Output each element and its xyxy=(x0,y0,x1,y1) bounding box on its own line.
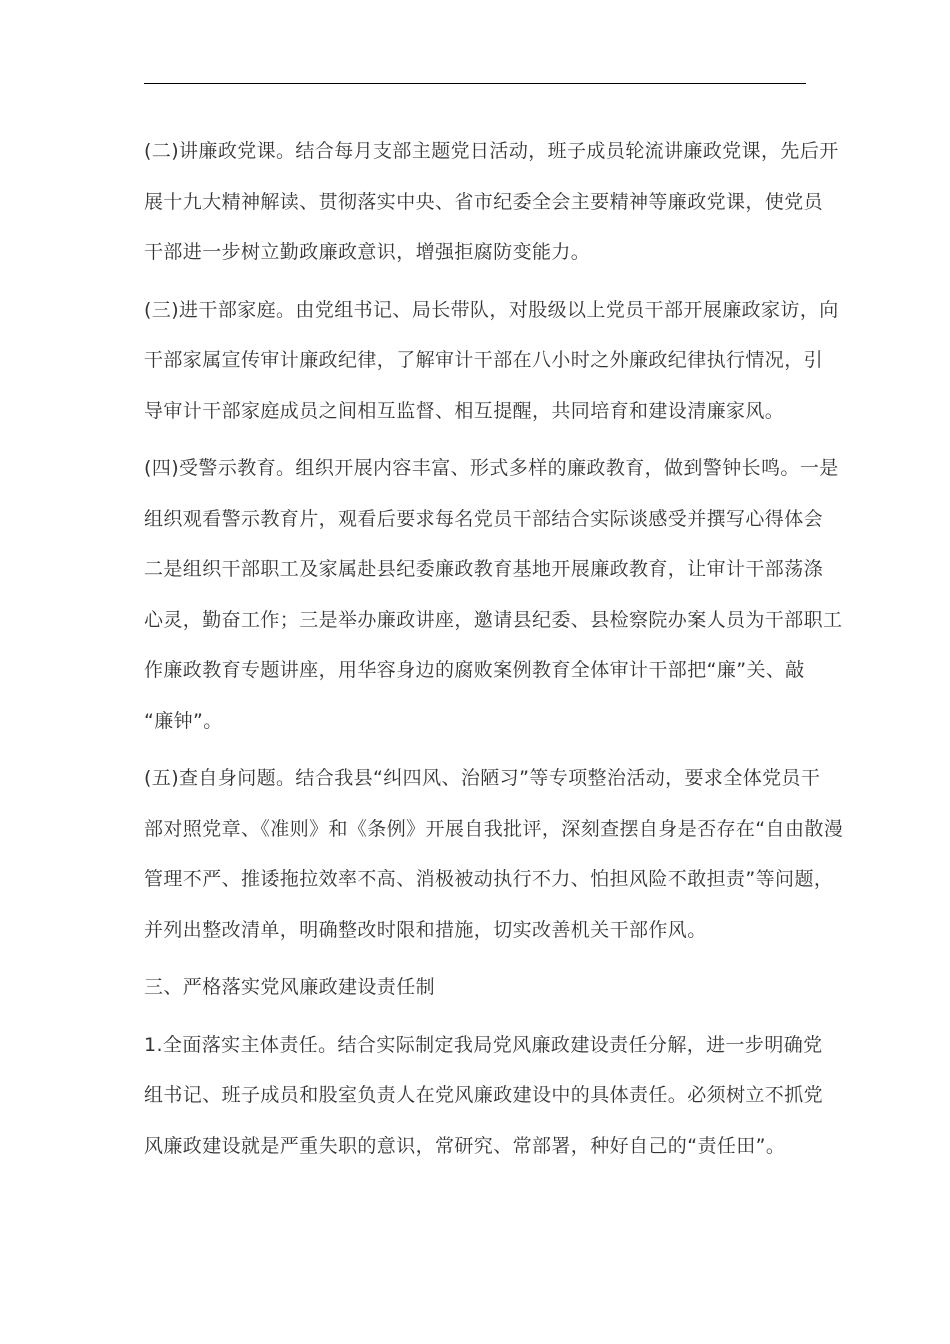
text-line: 并列出整改清单，明确整改时限和措施，切实改善机关干部作风。 xyxy=(144,918,707,941)
paragraph-section-3 xyxy=(144,285,839,437)
text-line: 干部家属宣传审计廉政纪律，了解审计干部在八小时之外廉政纪律执行情况，引 xyxy=(144,349,824,371)
document-body xyxy=(144,126,844,1178)
text-line: (三)进干部家庭。由党组书记、局长带队，对股级以上党员干部开展廉政家访，向 xyxy=(144,298,839,321)
text-line: 作廉政教育专题讲座，用华容身边的腐败案例教育全体审计干部把“廉”关、敲 xyxy=(144,659,805,681)
text-line: 组书记、班子成员和股室负责人在党风廉政建设中的具体责任。必须树立不抓党 xyxy=(144,1084,824,1106)
text-line: 管理不严、推诿拖拉效率不高、消极被动执行不力、怕担风险不敢担责”等问题， xyxy=(144,868,834,890)
text-line: 组织观看警示教育片，观看后要求每名党员干部结合实际谈感受并撰写心得体会 xyxy=(144,507,824,530)
paragraph-section-2 xyxy=(144,126,839,278)
text-line: 风廉政建设就是严重失职的意识，常研究、常部署，种好自己的“责任田”。 xyxy=(144,1134,786,1157)
text-line: 心灵，勤奋工作；三是举办廉政讲座，邀请县纪委、县检察院办案人员为干部职工 xyxy=(144,608,843,631)
paragraph-section-4 xyxy=(144,443,843,746)
paragraph-section-5 xyxy=(144,753,844,955)
text-line: 导审计干部家庭成员之间相互监督、相互提醒，共同培育和建设清廉家风。 xyxy=(144,399,785,422)
text-line: (五)查自身问题。结合我县“纠四风、治陋习”等专项整治活动，要求全体党员干 xyxy=(144,767,821,789)
paragraph-item-1 xyxy=(144,1020,824,1172)
text-line: 二是组织干部职工及家属赴县纪委廉政教育基地开展廉政教育，让审计干部荡涤 xyxy=(144,558,824,580)
text-line: (四)受警示教育。组织开展内容丰富、形式多样的廉政教育，做到警钟长鸣。一是 xyxy=(144,457,839,479)
text-line: (二)讲廉政党课。结合每月支部主题党日活动，班子成员轮流讲廉政党课，先后开 xyxy=(144,140,839,162)
header-rule xyxy=(144,83,806,84)
text-line: 1.全面落实主体责任。结合实际制定我局党风廉政建设责任分解，进一步明确党 xyxy=(144,1033,823,1056)
text-line: 展十九大精神解读、贯彻落实中央、省市纪委全会主要精神等廉政党课，使党员 xyxy=(144,190,824,213)
text-line: 干部进一步树立勤政廉政意识，增强拒腐防变能力。 xyxy=(144,241,591,263)
heading-text: 三、严格落实党风廉政建设责任制 xyxy=(144,976,436,998)
text-line: 部对照党章、《准则》和《条例》开展自我批评，深刻查摆自身是否存在“自由散漫 xyxy=(144,817,844,840)
section-heading-3 xyxy=(144,962,806,1013)
text-line: “廉钟”。 xyxy=(144,709,223,732)
